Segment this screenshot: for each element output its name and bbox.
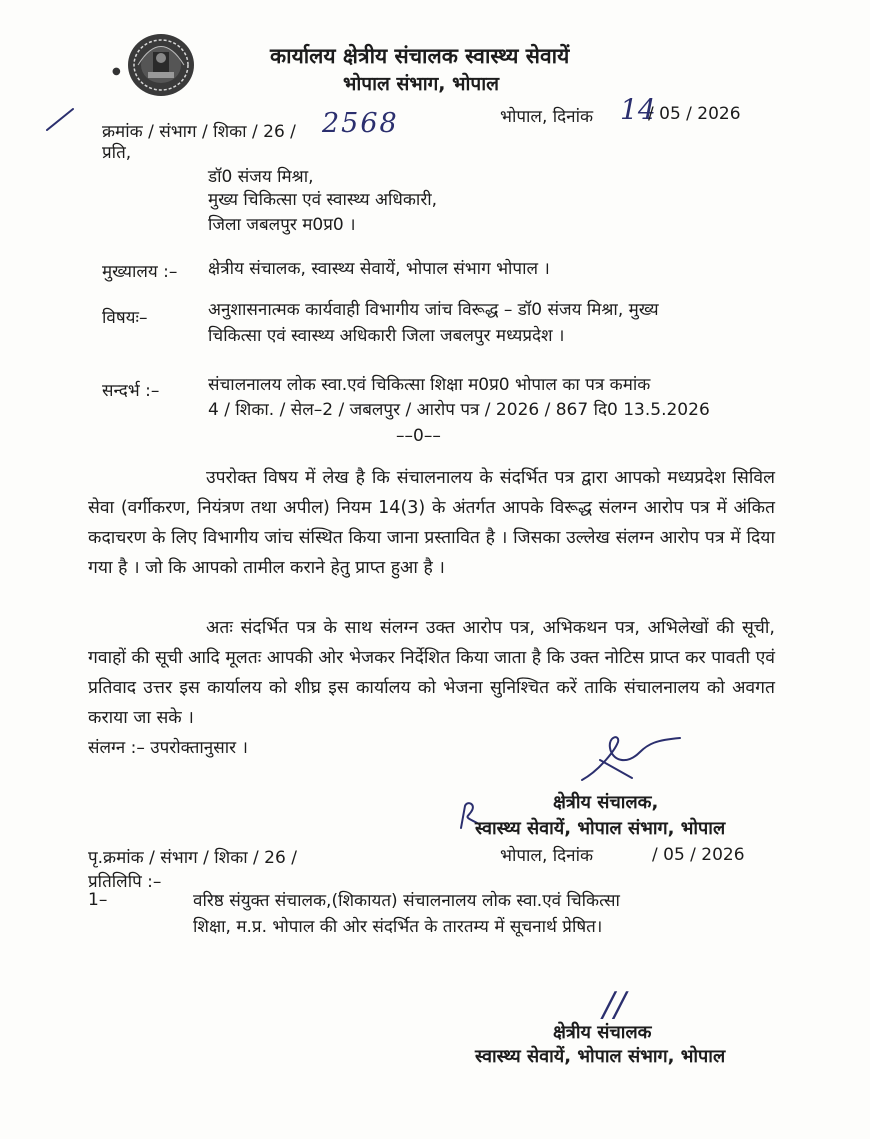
office-name-heading: कार्यालय क्षेत्रीय संचालक स्वास्थ्य सेवायें bbox=[270, 44, 570, 68]
subject-line-2: चिकित्सा एवं स्वास्थ्य अधिकारी जिला जबलपुर मध्यप्रदेश । bbox=[208, 326, 565, 346]
signatory-department: स्वास्थ्य सेवायें, भोपाल संभाग, भोपाल bbox=[475, 818, 726, 839]
seal-mark: ● bbox=[112, 66, 121, 77]
recipient-location: जिला जबलपुर म0प्र0 । bbox=[208, 215, 356, 235]
signatory-title: क्षेत्रीय संचालक, bbox=[553, 792, 659, 813]
subject-line-1: अनुशासनात्मक कार्यवाही विभागीय जांच विरूद्ध – डॉ0 संजय मिश्रा, मुख्य bbox=[208, 300, 659, 320]
office-location-heading: भोपाल संभाग, भोपाल bbox=[343, 73, 500, 95]
handwritten-date-day: 14 bbox=[620, 93, 656, 126]
government-emblem-seal bbox=[124, 30, 198, 100]
headquarters-label: मुख्यालय :– bbox=[102, 262, 178, 282]
reference-line-1: संचालनालय लोक स्वा.एवं चिकित्सा शिक्षा म0प्र0 भोपाल का पत्र कमांक bbox=[208, 375, 651, 395]
to-label: प्रति, bbox=[102, 143, 132, 163]
endorsement-date: / 05 / 2026 bbox=[652, 845, 745, 865]
margin-tick-mark bbox=[44, 104, 78, 134]
signatory-title-copy: क्षेत्रीय संचालक bbox=[553, 1022, 652, 1043]
copy-item-number: 1– bbox=[88, 890, 108, 910]
copy-item-line-1: वरिष्ठ संयुक्त संचालक,(शिकायत) संचालनालय लोक स्वा.एवं चिकित्सा bbox=[193, 891, 620, 911]
handwritten-reference-number: 2568 bbox=[322, 108, 399, 139]
copy-item-line-2: शिक्षा, म.प्र. भोपाल की ओर संदर्भित के तारतम्य में सूचनार्थ प्रेषित। bbox=[193, 917, 603, 937]
subject-label: विषयः– bbox=[102, 308, 148, 328]
handwritten-mark: // bbox=[603, 985, 626, 1025]
headquarters-value: क्षेत्रीय संचालक, स्वास्थ्य सेवायें, भोपाल संभाग भोपाल । bbox=[208, 259, 550, 279]
body-paragraph-2: अतः संदर्भित पत्र के साथ संलग्न उक्त आरोप पत्र, अभिकथन पत्र, अभिलेखों की सूची, गवाहों की सूची आदि मूलतः आपकी ओर भेजकर निर्देशित किया जाता है कि उक्त नोटिस प्राप्त कर पावती एवं प्रतिवाद उत्तर इस कार्यालय को शीघ्र इस कार्यालय को भेजना सुनिश्चित करें ताकि संचालनालय को अवगत कराया जा सके । bbox=[88, 618, 775, 728]
signatory-department-copy: स्वास्थ्य सेवायें, भोपाल संभाग, भोपाल bbox=[475, 1046, 726, 1067]
separator: ––0–– bbox=[396, 426, 441, 446]
recipient-name: डॉ0 संजय मिश्रा, bbox=[208, 167, 314, 187]
recipient-designation: मुख्य चिकित्सा एवं स्वास्थ्य अधिकारी, bbox=[208, 190, 438, 210]
reference-number-prefix: क्रमांक / संभाग / शिका / 26 / bbox=[102, 122, 296, 142]
date-month-year: / 05 / 2026 bbox=[648, 104, 741, 124]
handwritten-signature bbox=[570, 730, 690, 790]
place-date-label: भोपाल, दिनांक bbox=[500, 107, 594, 127]
reference-label: सन्दर्भ :– bbox=[102, 381, 160, 401]
endorsement-place-date-label: भोपाल, दिनांक bbox=[500, 846, 594, 866]
body-paragraph-1: उपरोक्त विषय में लेख है कि संचालनालय के संदर्भित पत्र द्वारा आपको मध्यप्रदेश सिविल सेवा (वर्गीकरण, नियंत्रण तथा अपील) नियम 14(3) के अंतर्गत आपके विरूद्ध संलग्न आरोप पत्र में अंकित कदाचरण के लिए विभागीय जांच संस्थित किया जाना प्रस्तावित है । जिसका उल्लेख संलग्न आरोप पत्र में दिया गया है । जो कि आपको तामील कराने हेतु प्राप्त हुआ है । bbox=[88, 468, 775, 578]
endorsement-reference: पृ.क्रमांक / संभाग / शिका / 26 / bbox=[88, 848, 297, 868]
reference-line-2: 4 / शिका. / सेल–2 / जबलपुर / आरोप पत्र / 2026 / 867 दि0 13.5.2026 bbox=[208, 400, 710, 420]
attachment-line: संलग्न :– उपरोक्तानुसार । bbox=[88, 738, 248, 758]
copy-to-label: प्रतिलिपि :– bbox=[88, 872, 162, 892]
